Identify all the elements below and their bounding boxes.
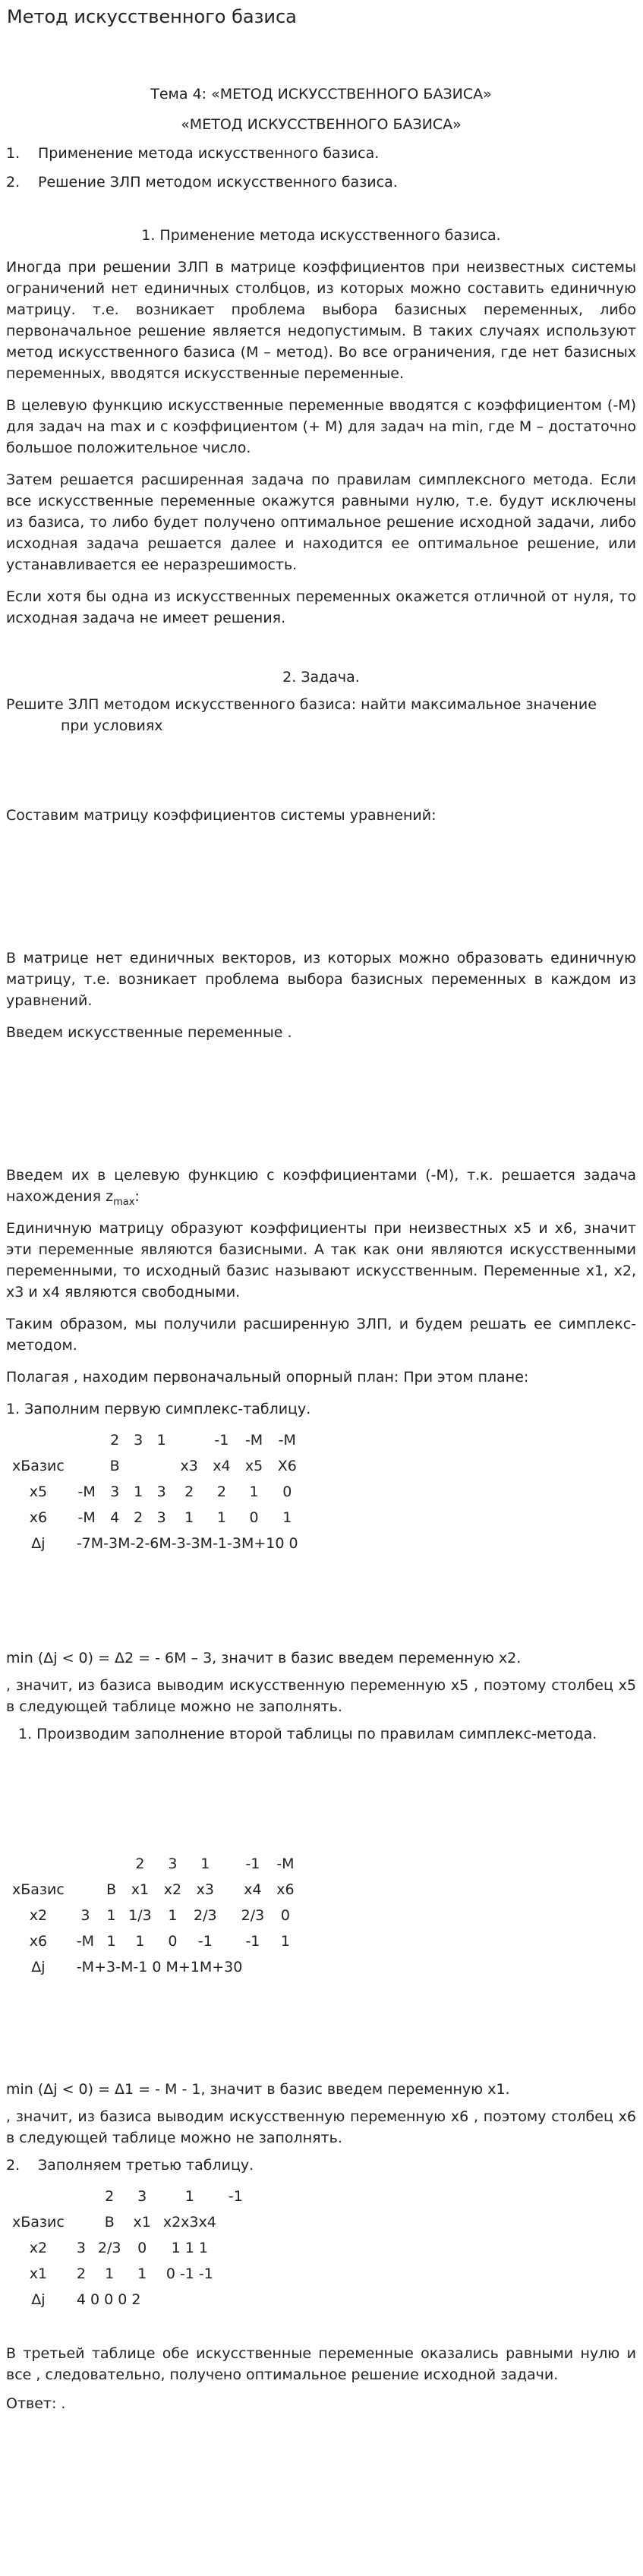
table-row: 2 3 1 -1 -M -M — [110, 1432, 296, 1449]
paragraph: Решите ЗЛП методом искусственного базиса: найти максимальное значение — [6, 696, 597, 713]
paragraph: В целевую функцию искусственные переменные вводятся с коэффициентом (-М) для задач на max и с коэффициентом (+ М) для задач на min, где М – достаточно большое положительное число. — [6, 397, 636, 456]
paragraph: Полагая , находим первоначальный опорный план: При этом плане: — [6, 1369, 529, 1386]
paragraph: Введем искусственные переменные . — [6, 1024, 292, 1041]
simplex-table-3 — [6, 2183, 249, 2313]
simplex-table-2 — [6, 1851, 301, 1980]
table-delta-row: Δj 4 0 0 0 2 — [31, 2291, 141, 2308]
section-2-title: 2. Задача. — [282, 669, 360, 686]
table-header-row: xБазис B x1 x2x3x4 — [12, 2214, 216, 2231]
paragraph: , значит, из базиса выводим искусственную переменную x5 , поэтому столбец x5 в следующей таблице можно не заполнять. — [6, 1677, 636, 1715]
table-row: 2 3 1 -1 — [105, 2188, 243, 2205]
toc-item: 1. Применение метода искусственного базиса. — [6, 145, 380, 162]
paragraph: min (Δj < 0) = Δ1 = - M - 1, значит в базис введем переменную x1. — [6, 2081, 510, 2098]
paragraph: Если хотя бы одна из искусственных переменных окажется отличной от нуля, то исходная задача не имеет решения. — [6, 588, 636, 626]
simplex-table-1 — [6, 1427, 304, 1556]
table-row: x5 -M 3 1 3 2 2 1 0 — [29, 1483, 292, 1500]
paragraph: , значит, из базиса выводим искусственную переменную x6 , поэтому столбец x6 в следующей таблице можно не заполнять. — [6, 2108, 636, 2146]
topic-subheading: «МЕТОД ИСКУССТВЕННОГО БАЗИСА» — [181, 116, 462, 133]
table-header-row: xБазис B x1 x2 x3 x4 x6 — [12, 1881, 295, 1898]
paragraph: 1. Заполним первую симплекс-таблицу. — [6, 1401, 311, 1417]
table-row: x6 -M 4 2 3 1 1 0 1 — [29, 1509, 292, 1526]
section-1-title: 1. Применение метода искусственного базиса. — [141, 227, 501, 244]
paragraph: Таким образом, мы получили расширенную ЗЛП, и будем решать ее симплекс-методом. — [6, 1316, 636, 1354]
paragraph: 1. Производим заполнение второй таблицы по правилам симплекс-метода. — [18, 1726, 597, 1742]
table-row: 2 3 1 -1 -M — [135, 1856, 295, 1872]
toc-item: 2. Решение ЗЛП методом искусственного базиса. — [6, 174, 398, 191]
table-row: x1 2 1 1 0 -1 -1 — [29, 2265, 213, 2282]
table-row: x2 3 2/3 0 1 1 1 — [29, 2240, 209, 2256]
paragraph: В третьей таблице обе искусственные переменные оказались равными нулю и все , следовательно, получено оптимальное решение исходной задачи. — [6, 2345, 636, 2383]
topic-heading: Тема 4: «МЕТОД ИСКУССТВЕННОГО БАЗИСА» — [150, 86, 492, 102]
table-row: x6 -M 1 1 0 -1 -1 1 — [29, 1933, 290, 1950]
paragraph: Введем их в целевую функцию с коэффициентами (-М), т.к. решается задача нахождения $z_{max}$: — [6, 1167, 636, 1208]
table-delta-row: Δj -M+3-M-1 0 M+1M+30 — [31, 1959, 243, 1975]
paragraph: 2. Заполняем третью таблицу. — [6, 2157, 254, 2174]
table-delta-row: Δj -7M-3M-2-6M-3-3M-1-3M+10 0 — [31, 1535, 298, 1552]
paragraph: Затем решается расширенная задача по правилам симплексного метода. Если все искусственные переменные окажутся равными нулю, т.е. будут исключены из базиса, то либо будет получено оптимальное решение исходной задачи, либо исходная задача решается далее и находится ее оптимальное решение, или устанавливается ее неразрешимость. — [6, 471, 636, 573]
document-body — [6, 84, 636, 2414]
paragraph: В матрице нет единичных векторов, из которых можно образовать единичную матрицу, т.е. возникает проблема выбора базисных переменных в каждом из уравнений. — [6, 950, 636, 1009]
table-header-row: xБазис B x3 x4 x5 X6 — [12, 1458, 297, 1474]
paragraph: min (Δj < 0) = Δ2 = - 6M – 3, значит в базис введем переменную x2. — [6, 1650, 522, 1666]
page-title: Метод искусственного базиса — [7, 6, 297, 27]
answer: Ответ: . — [6, 2395, 66, 2412]
paragraph: при условиях — [61, 717, 163, 734]
paragraph: Иногда при решении ЗЛП в матрице коэффициентов при неизвестных системы ограничений нет единичных столбцов, из которых можно составить единичную матрицу. т.е. возникает проблема выбора базисных переменных, либо первоначальное решение является недопустимым. В таких случаях используют метод искусственного базиса (М – метод). Во все ограничения, где нет базисных переменных, вводятся искусственные переменные. — [6, 259, 636, 382]
table-row: x2 3 1 1/3 1 2/3 2/3 0 — [29, 1907, 290, 1924]
paragraph: Составим матрицу коэффициентов системы уравнений: — [6, 807, 437, 824]
paragraph: Единичную матрицу образуют коэффициенты при неизвестных x5 и x6, значит эти переменные являются базисными. А так как они являются искусственными переменными, то исходный базис называют искусственным. Переменные x1, x2, x3 и x4 являются свободными. — [6, 1220, 636, 1301]
